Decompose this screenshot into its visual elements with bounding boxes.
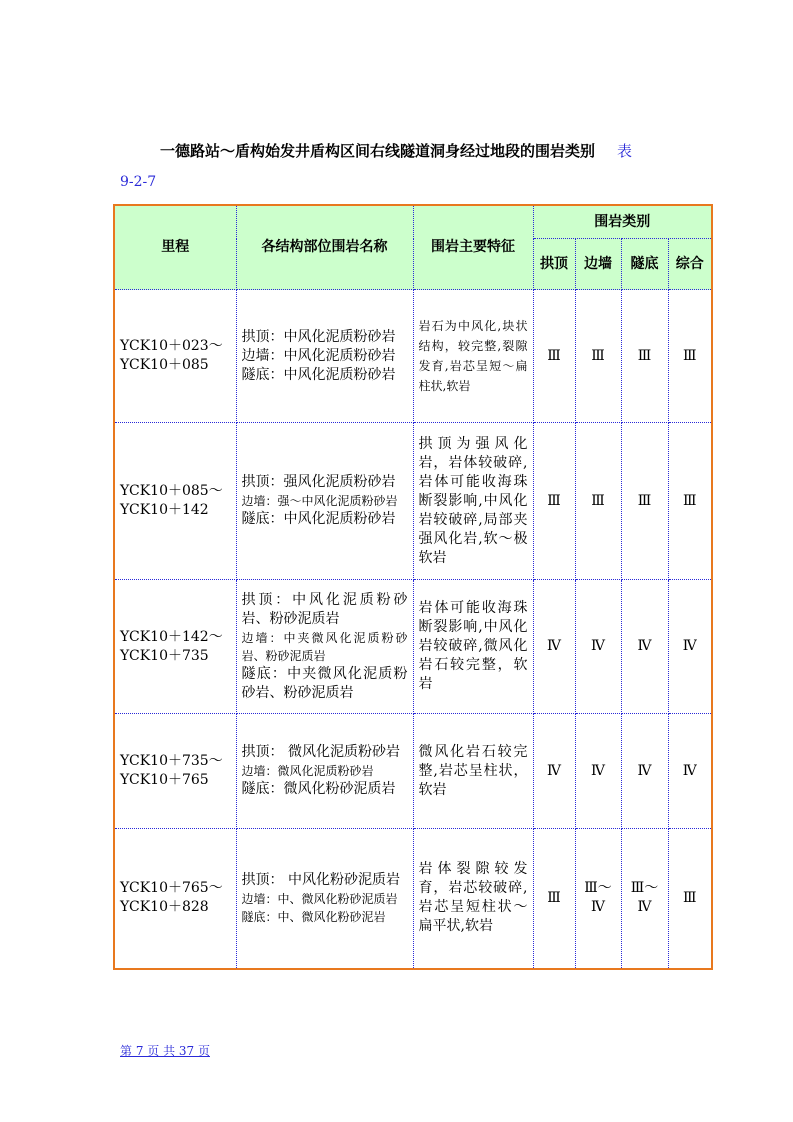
parts-cell: 拱顶： 微风化泥质粉砂岩 边墙：微风化泥质粉砂岩 隧底：微风化粉砂泥质岩 xyxy=(236,714,413,829)
header-overall: 综合 xyxy=(668,239,712,290)
class-arch: Ⅳ xyxy=(533,714,575,829)
features-cell: 拱顶为强风化岩，岩体较破碎,岩体可能收海珠断裂影响,中风化岩较破碎,局部夹强风化岩,软～极软岩 xyxy=(413,423,533,580)
class-floor: Ⅲ～Ⅳ xyxy=(621,829,668,969)
class-arch: Ⅲ xyxy=(533,829,575,969)
parts-cell: 拱顶：中风化泥质粉砂岩、粉砂泥质岩 边墙：中夹微风化泥质粉砂岩、粉砂泥质岩 隧底：中夹微风化泥质粉砂岩、粉砂泥质岩 xyxy=(236,580,413,714)
class-arch: Ⅲ xyxy=(533,423,575,580)
class-floor: Ⅲ xyxy=(621,290,668,423)
table-title-text: 一德路站～盾构始发井盾构区间右线隧道洞身经过地段的围岩类别 xyxy=(160,142,596,160)
mileage-cell: YCK10＋085～ YCK10＋142 xyxy=(114,423,236,580)
class-floor: Ⅳ xyxy=(621,714,668,829)
class-wall: Ⅲ xyxy=(575,423,621,580)
parts-cell: 拱顶：强风化泥质粉砂岩 边墙：强～中风化泥质粉砂岩 隧底：中风化泥质粉砂岩 xyxy=(236,423,413,580)
table-title-suffix: 表 xyxy=(617,142,633,160)
table-title xyxy=(160,140,670,161)
class-wall: Ⅲ xyxy=(575,290,621,423)
header-arch: 拱顶 xyxy=(533,239,575,290)
class-floor: Ⅳ xyxy=(621,580,668,714)
table-row xyxy=(114,423,712,580)
table-row xyxy=(114,829,712,969)
table-row xyxy=(114,714,712,829)
class-wall: Ⅳ xyxy=(575,580,621,714)
parts-cell: 拱顶： 中风化粉砂泥质岩 边墙：中、微风化粉砂泥质岩 隧底：中、微风化粉砂泥岩 xyxy=(236,829,413,969)
class-overall: Ⅲ xyxy=(668,829,712,969)
class-overall: Ⅳ xyxy=(668,714,712,829)
features-cell: 岩体裂隙较发育，岩芯较破碎,岩芯呈短柱状～扁平状,软岩 xyxy=(413,829,533,969)
header-mileage: 里程 xyxy=(114,205,236,290)
header-features: 围岩主要特征 xyxy=(413,205,533,290)
table-row xyxy=(114,580,712,714)
features-cell: 岩体可能收海珠断裂影响,中风化岩较破碎,微风化岩石较完整，软岩 xyxy=(413,580,533,714)
mileage-cell: YCK10＋765～ YCK10＋828 xyxy=(114,829,236,969)
header-floor: 隧底 xyxy=(621,239,668,290)
table-row xyxy=(114,290,712,423)
page-counter-link[interactable]: 第 7 页 共 37 页 xyxy=(120,1044,210,1058)
mileage-cell: YCK10＋023～ YCK10＋085 xyxy=(114,290,236,423)
parts-cell: 拱顶：中风化泥质粉砂岩 边墙：中风化泥质粉砂岩 隧底：中风化泥质粉砂岩 xyxy=(236,290,413,423)
surrounding-rock-table xyxy=(113,204,713,970)
header-wall: 边墙 xyxy=(575,239,621,290)
class-floor: Ⅲ xyxy=(621,423,668,580)
features-cell: 微风化岩石较完整,岩芯呈柱状，软岩 xyxy=(413,714,533,829)
class-arch: Ⅲ xyxy=(533,290,575,423)
class-arch: Ⅳ xyxy=(533,580,575,714)
header-category: 围岩类别 xyxy=(533,205,712,239)
features-cell: 岩石为中风化,块状结构，较完整,裂隙发育,岩芯呈短～扁柱状,软岩 xyxy=(413,290,533,423)
class-wall: Ⅳ xyxy=(575,714,621,829)
class-wall: Ⅲ～Ⅳ xyxy=(575,829,621,969)
table-number: 9-2-7 xyxy=(120,174,157,190)
class-overall: Ⅲ xyxy=(668,423,712,580)
mileage-cell: YCK10＋142～ YCK10＋735 xyxy=(114,580,236,714)
class-overall: Ⅲ xyxy=(668,290,712,423)
class-overall: Ⅳ xyxy=(668,580,712,714)
mileage-cell: YCK10＋735～ YCK10＋765 xyxy=(114,714,236,829)
header-parts: 各结构部位围岩名称 xyxy=(236,205,413,290)
